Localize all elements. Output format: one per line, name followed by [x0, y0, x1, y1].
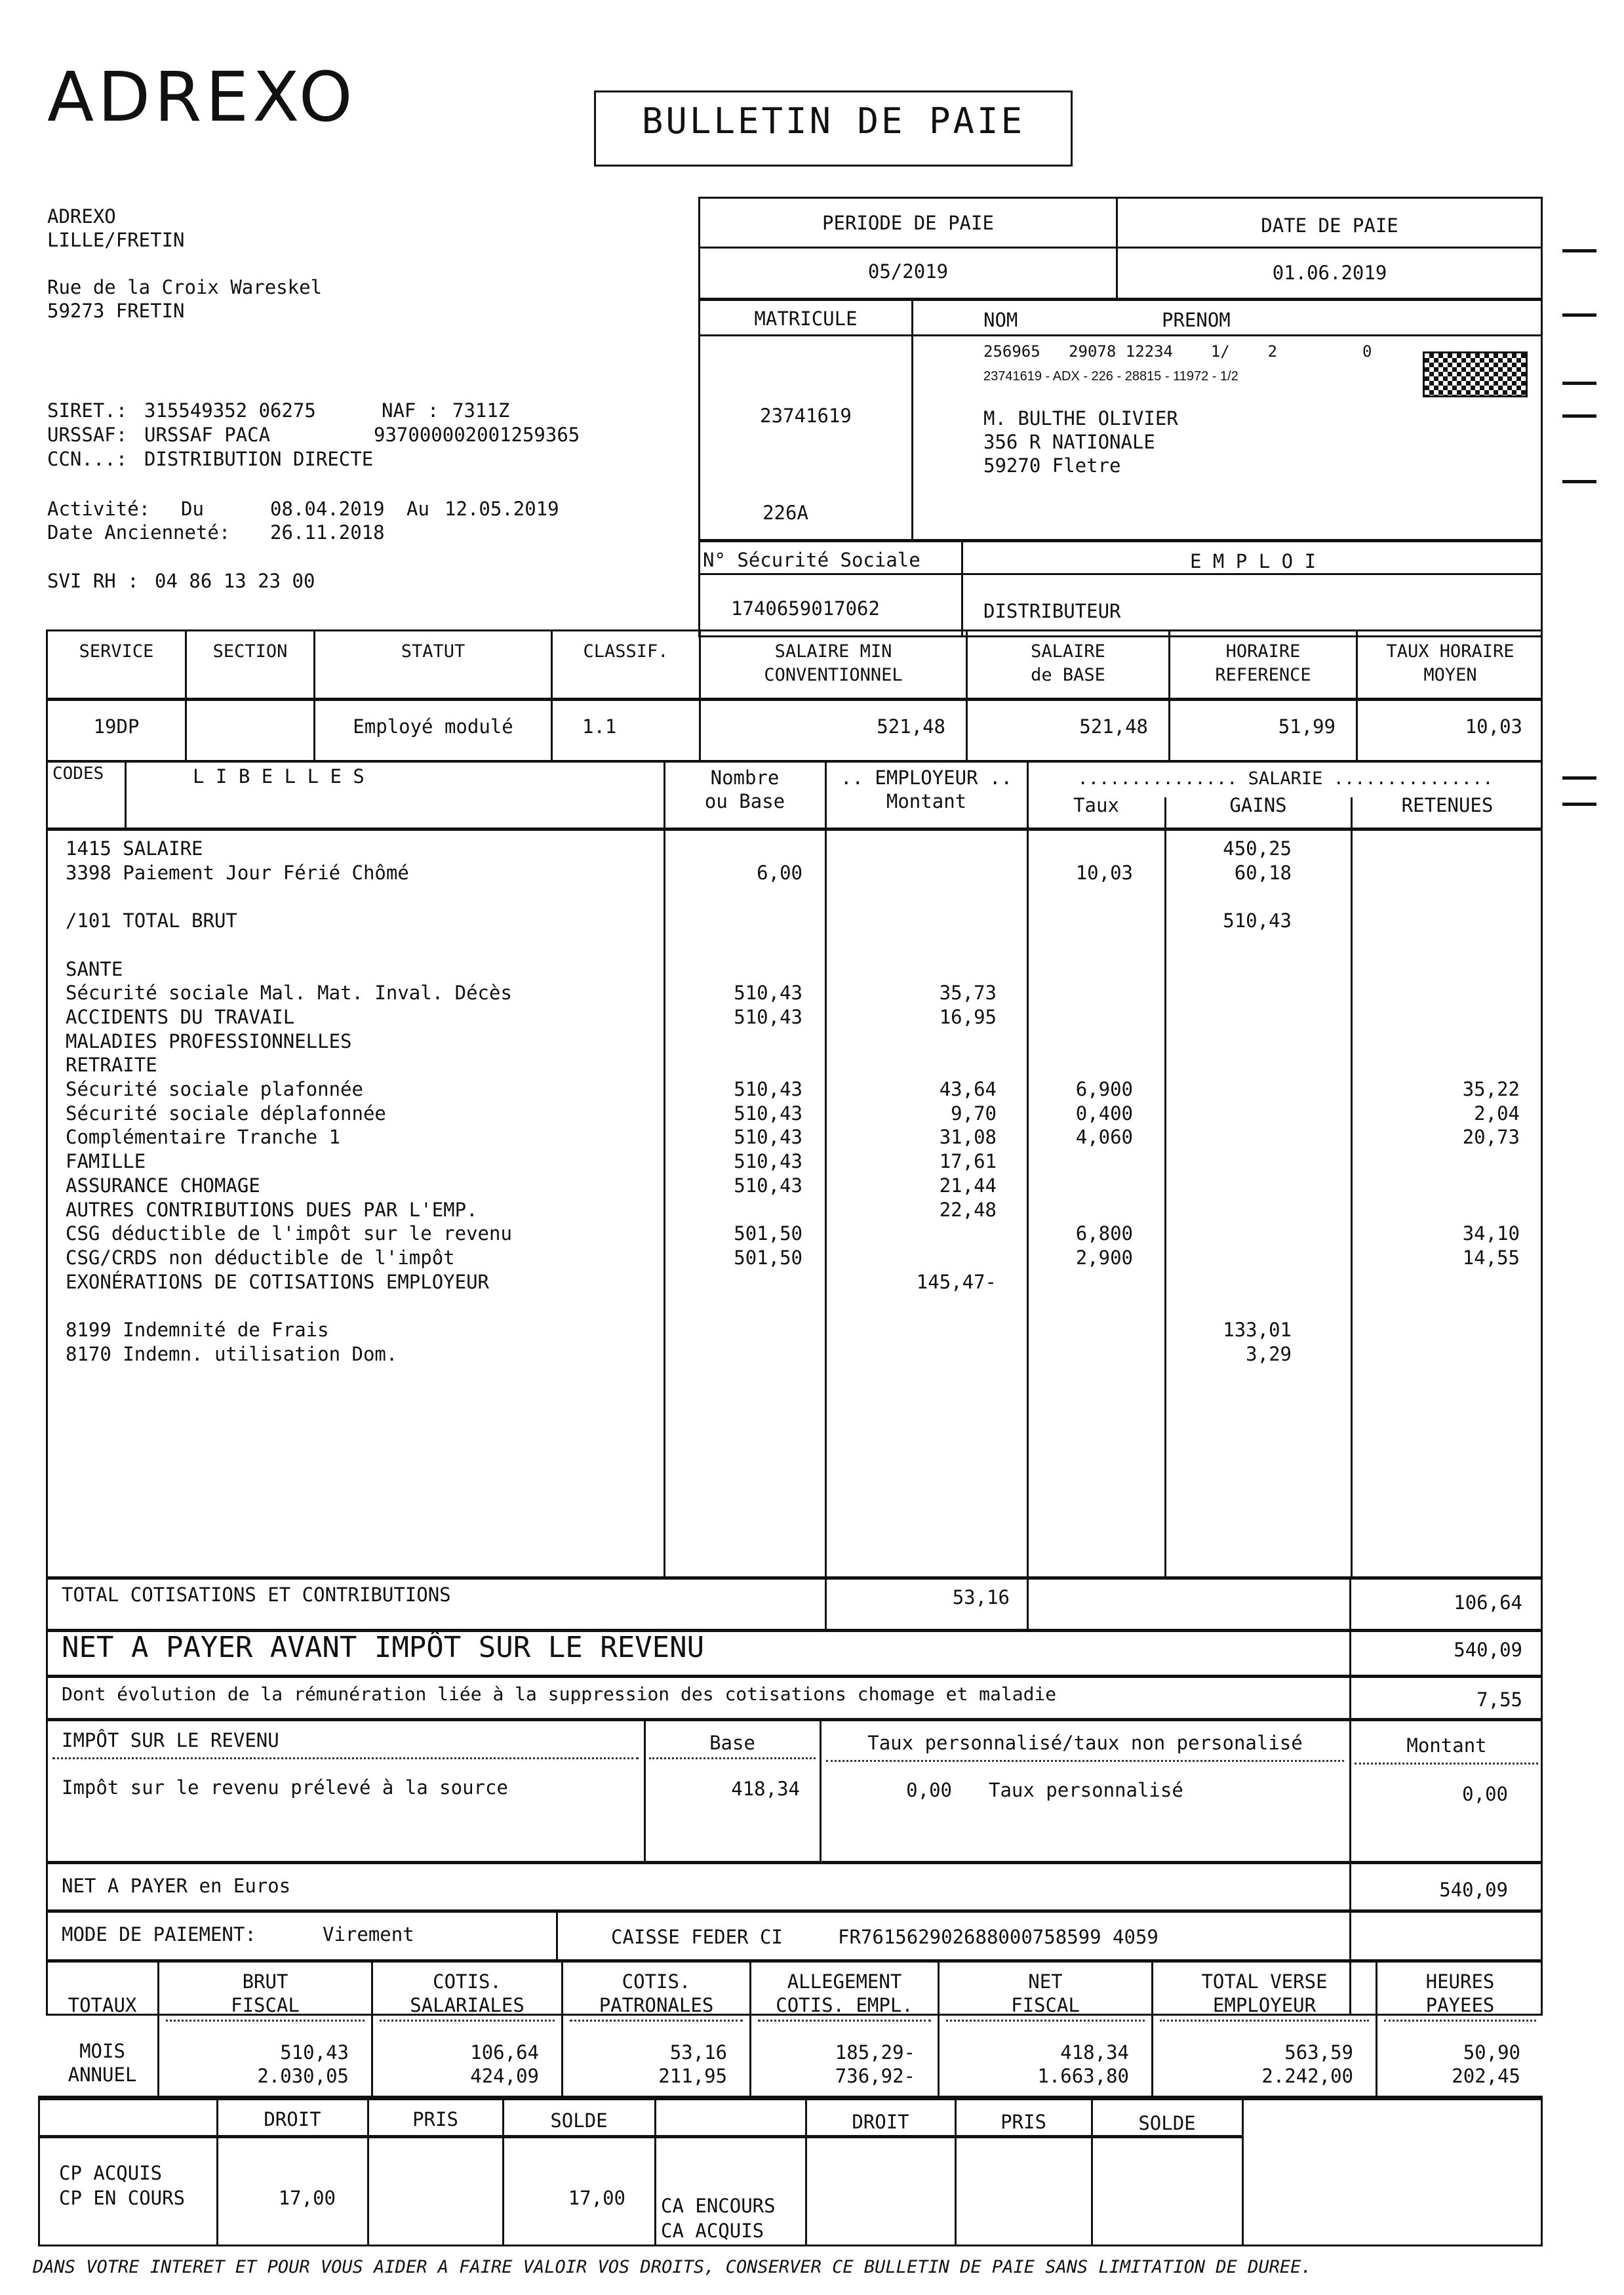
- employer-site: LILLE/FRETIN: [47, 229, 185, 251]
- company-logo: ADREXO: [47, 57, 357, 137]
- info-value-2: Employé modulé: [353, 715, 513, 738]
- ca-droit-header: DROIT: [852, 2111, 909, 2133]
- nombre-header: Nombre ou Base: [704, 767, 785, 812]
- summary-annuel-1: 424,09: [470, 2065, 539, 2087]
- activite-label: Activité:: [47, 498, 151, 520]
- total-cotis-employeur: 53,16: [952, 1586, 1010, 1608]
- line-gains: 60,18: [1234, 862, 1292, 884]
- svi-value: 04 86 13 23 00: [155, 570, 315, 592]
- summary-annuel-2: 211,95: [658, 2065, 727, 2087]
- libelles-header: L I B E L L E S: [193, 765, 365, 788]
- line-gains: 3,29: [1246, 1343, 1292, 1365]
- anciennete-value: 26.11.2018: [270, 521, 385, 544]
- summary-mois-6: 50,90: [1463, 2041, 1520, 2064]
- employee-name: M. BULTHE OLIVIER: [983, 407, 1178, 429]
- ccn-label: CCN...:: [47, 448, 128, 470]
- line-label: Sécurité sociale plafonnée: [66, 1078, 363, 1100]
- secu-label: N° Sécurité Sociale: [703, 549, 921, 571]
- ccn-value: DISTRIBUTION DIRECTE: [144, 448, 374, 470]
- summary-annuel-4: 1.663,80: [1037, 2065, 1129, 2087]
- info-header-0: SERVICE: [79, 641, 154, 662]
- line-retenues: 14,55: [1462, 1247, 1520, 1269]
- payment-mode-value: Virement: [323, 1923, 414, 1946]
- line-label: ACCIDENTS DU TRAVAIL: [66, 1006, 295, 1028]
- line-label: AUTRES CONTRIBUTIONS DUES PAR L'EMP.: [66, 1199, 478, 1221]
- employee-code: 226A: [762, 502, 808, 524]
- siret-value: 315549352 06275: [144, 399, 316, 422]
- margin-mark: [1562, 414, 1596, 418]
- employer-city: 59273 FRETIN: [47, 300, 185, 322]
- ca-pris-header: PRIS: [1000, 2111, 1046, 2133]
- line-label: 3398 Paiement Jour Férié Chômé: [66, 862, 409, 884]
- line-base: 510,43: [734, 1126, 802, 1148]
- line-label: ASSURANCE CHOMAGE: [66, 1174, 260, 1197]
- urssaf-label: URSSAF:: [47, 424, 128, 446]
- periode-label: PERIODE DE PAIE: [822, 212, 994, 234]
- line-taux: 0,400: [1075, 1102, 1133, 1125]
- line-employeur: 43,64: [939, 1078, 997, 1100]
- impot-montant-header: Montant: [1406, 1734, 1487, 1757]
- naf-label: NAF :: [382, 399, 439, 422]
- line-gains: 133,01: [1223, 1319, 1292, 1341]
- naf-value: 7311Z: [452, 399, 510, 422]
- line-employeur: 35,73: [939, 982, 997, 1004]
- ca-acquis-label: CA ACQUIS: [661, 2220, 764, 2242]
- line-label: 8199 Indemnité de Frais: [66, 1319, 329, 1341]
- line-employeur: 31,08: [939, 1126, 997, 1148]
- ca-encours-label: CA ENCOURS: [661, 2195, 776, 2217]
- prenom-label: PRENOM: [1162, 309, 1231, 331]
- total-cotis-label: TOTAL COTISATIONS ET CONTRIBUTIONS: [62, 1584, 451, 1606]
- nom-label: NOM: [983, 309, 1018, 331]
- cp-solde-value: 17,00: [568, 2187, 625, 2209]
- margin-mark: [1562, 313, 1596, 317]
- line-label: SANTE: [66, 958, 123, 980]
- line-retenues: 20,73: [1462, 1126, 1520, 1148]
- impot-row-label: Impôt sur le revenu prélevé à la source: [62, 1776, 508, 1799]
- line-retenues: 2,04: [1474, 1102, 1520, 1125]
- impot-base: 418,34: [731, 1778, 800, 1800]
- margin-mark: [1562, 382, 1596, 385]
- datamatrix-barcode-icon: [1423, 351, 1528, 397]
- impot-taux-type: Taux personnalisé: [989, 1779, 1183, 1801]
- info-header-5: SALAIRE de BASE: [1031, 641, 1105, 685]
- footer-notice: DANS VOTRE INTERET ET POUR VOUS AIDER A FAIRE VALOIR VOS DROITS, CONSERVER CE BULLETIN DE PAIE SANS LIMITATION DE DUREE.: [33, 2257, 1312, 2277]
- line-base: 6,00: [757, 862, 802, 884]
- summary-totaux-label: TOTAUX: [68, 1994, 137, 2016]
- conges-solde-header: SOLDE: [550, 2109, 608, 2132]
- line-base: 501,50: [734, 1222, 802, 1245]
- info-value-0: 19DP: [93, 715, 140, 738]
- conges-droit-header: DROIT: [264, 2108, 321, 2130]
- line-employeur: 145,47-: [916, 1271, 997, 1293]
- summary-header-3: ALLEGEMENT COTIS. EMPL.: [776, 1970, 913, 2016]
- line-label: 1415 SALAIRE: [66, 837, 203, 860]
- net-avant-impot-label: NET A PAYER AVANT IMPÔT SUR LE REVENU: [62, 1631, 705, 1664]
- bank-iban: FR761562902688000758599 4059: [838, 1926, 1159, 1948]
- cp-acquis-label: CP ACQUIS: [59, 2162, 163, 2184]
- employee-reference-code: 23741619 - ADX - 226 - 28815 - 11972 - 1/2: [983, 369, 1238, 384]
- summary-mois-label: MOIS: [79, 2040, 125, 2062]
- summary-header-2: COTIS. PATRONALES: [599, 1970, 714, 2016]
- impot-base-header: Base: [709, 1732, 755, 1754]
- gains-header: GAINS: [1229, 794, 1287, 816]
- document-title-box: [594, 90, 1073, 167]
- secu-value: 1740659017062: [731, 597, 880, 620]
- line-taux: 6,900: [1075, 1078, 1133, 1100]
- margin-mark: [1562, 480, 1596, 483]
- summary-annuel-5: 2.242,00: [1261, 2065, 1353, 2087]
- line-taux: 2,900: [1075, 1247, 1133, 1269]
- info-header-4: SALAIRE MIN CONVENTIONNEL: [764, 641, 903, 685]
- line-employeur: 17,61: [939, 1150, 997, 1172]
- line-label: Sécurité sociale Mal. Mat. Inval. Décès: [66, 982, 512, 1004]
- periode-value: 05/2019: [867, 260, 949, 283]
- line-label: CSG/CRDS non déductible de l'impôt: [66, 1247, 455, 1269]
- activite-from: 08.04.2019: [270, 498, 385, 520]
- summary-header-4: NET FISCAL: [1011, 1970, 1080, 2016]
- emploi-label: E M P L O I: [1189, 550, 1317, 572]
- info-header-2: STATUT: [401, 641, 465, 662]
- cp-droit-value: 17,00: [278, 2187, 336, 2209]
- info-value-7: 10,03: [1465, 715, 1522, 738]
- line-retenues: 35,22: [1462, 1078, 1520, 1100]
- line-label: CSG déductible de l'impôt sur le revenu: [66, 1222, 512, 1245]
- line-employeur: 16,95: [939, 1006, 997, 1028]
- anciennete-label: Date Ancienneté:: [47, 521, 231, 544]
- line-label: /101 TOTAL BRUT: [66, 909, 237, 932]
- line-base: 510,43: [734, 1150, 802, 1172]
- employer-street: Rue de la Croix Wareskel: [47, 276, 323, 298]
- line-label: FAMILLE: [66, 1150, 146, 1172]
- summary-annuel-6: 202,45: [1452, 2065, 1520, 2087]
- line-taux: 6,800: [1075, 1222, 1133, 1245]
- summary-header-1: COTIS. SALARIALES: [410, 1970, 525, 2016]
- cp-en-cours-label: CP EN COURS: [59, 2187, 186, 2209]
- margin-mark: [1562, 249, 1596, 252]
- net-payer-label: NET A PAYER en Euros: [62, 1875, 291, 1897]
- line-retenues: 34,10: [1462, 1222, 1520, 1245]
- line-base: 510,43: [734, 1174, 802, 1197]
- emploi-value: DISTRIBUTEUR: [983, 600, 1121, 622]
- summary-mois-0: 510,43: [280, 2041, 349, 2064]
- activite-to: 12.05.2019: [445, 498, 559, 520]
- info-header-1: SECTION: [212, 641, 288, 662]
- line-employeur: 9,70: [951, 1102, 997, 1125]
- summary-mois-3: 185,29-: [835, 2041, 915, 2064]
- summary-annuel-0: 2.030,05: [257, 2065, 349, 2087]
- line-label: MALADIES PROFESSIONNELLES: [66, 1030, 352, 1052]
- impot-header: IMPÔT SUR LE REVENU: [62, 1729, 279, 1751]
- line-base: 510,43: [734, 1078, 802, 1100]
- impot-taux: 0,00: [906, 1779, 952, 1801]
- impot-montant: 0,00: [1462, 1783, 1508, 1805]
- bank-name: CAISSE FEDER CI: [611, 1926, 783, 1948]
- summary-annuel-3: 736,92-: [835, 2065, 915, 2087]
- employeur-header: .. EMPLOYEUR .. Montant: [841, 767, 1012, 812]
- evolution-value: 7,55: [1476, 1688, 1522, 1711]
- employer-name: ADREXO: [47, 205, 116, 228]
- activite-du: Du: [181, 498, 204, 520]
- total-cotis-salarie: 106,64: [1454, 1591, 1522, 1614]
- taux-header: Taux: [1073, 794, 1119, 816]
- summary-header-5: TOTAL VERSE EMPLOYEUR: [1201, 1970, 1328, 2016]
- line-label: 8170 Indemn. utilisation Dom.: [66, 1343, 398, 1365]
- info-header-3: CLASSIF.: [583, 641, 669, 662]
- summary-mois-4: 418,34: [1060, 2041, 1129, 2064]
- employee-reference: 256965 29078 12234 1/ 2 0: [983, 342, 1372, 361]
- matricule-label: MATRICULE: [754, 308, 858, 330]
- margin-mark: [1562, 803, 1596, 806]
- line-base: 501,50: [734, 1247, 802, 1269]
- line-base: 510,43: [734, 982, 802, 1004]
- line-employeur: 22,48: [939, 1199, 997, 1221]
- line-employeur: 21,44: [939, 1174, 997, 1197]
- employee-address2: 59270 Fletre: [983, 454, 1121, 477]
- ca-solde-header: SOLDE: [1138, 2112, 1196, 2134]
- svi-label: SVI RH :: [47, 570, 139, 592]
- info-value-6: 51,99: [1278, 715, 1336, 738]
- line-gains: 510,43: [1223, 909, 1292, 932]
- line-taux: 10,03: [1075, 862, 1133, 884]
- info-header-7: TAUX HORAIRE MOYEN: [1386, 641, 1515, 685]
- urssaf-number: 937000002001259365: [374, 424, 580, 446]
- employee-address1: 356 R NATIONALE: [983, 431, 1155, 453]
- net-payer-value: 540,09: [1439, 1879, 1508, 1901]
- urssaf-value: URSSAF PACA: [144, 424, 271, 446]
- date-value: 01.06.2019: [1272, 262, 1387, 284]
- line-label: Complémentaire Tranche 1: [66, 1126, 341, 1148]
- document-title: BULLETIN DE PAIE: [641, 100, 1025, 142]
- summary-header-0: BRUT FISCAL: [231, 1970, 300, 2016]
- impot-taux-header: Taux personnalisé/taux non personalisé: [867, 1732, 1303, 1754]
- line-base: 510,43: [734, 1102, 802, 1125]
- net-avant-impot-value: 540,09: [1454, 1639, 1522, 1661]
- date-label: DATE DE PAIE: [1261, 214, 1398, 237]
- summary-mois-2: 53,16: [669, 2041, 727, 2064]
- summary-mois-5: 563,59: [1284, 2041, 1353, 2064]
- summary-annuel-label: ANNUEL: [68, 2064, 137, 2086]
- conges-pris-header: PRIS: [412, 2108, 458, 2130]
- info-value-3: 1.1: [582, 715, 617, 738]
- line-base: 510,43: [734, 1006, 802, 1028]
- salarie-header: ............... SALARIE ...............: [1077, 768, 1494, 789]
- line-label: Sécurité sociale déplafonnée: [66, 1102, 386, 1125]
- codes-header: CODES: [52, 764, 104, 784]
- siret-label: SIRET.:: [47, 399, 128, 422]
- line-taux: 4,060: [1075, 1126, 1133, 1148]
- margin-mark: [1562, 776, 1596, 780]
- summary-header-6: HEURES PAYEES: [1425, 1970, 1495, 2016]
- line-gains: 450,25: [1223, 837, 1292, 860]
- activite-au: Au: [406, 498, 429, 520]
- line-label: RETRAITE: [66, 1054, 157, 1076]
- line-label: EXONÉRATIONS DE COTISATIONS EMPLOYEUR: [66, 1271, 490, 1293]
- summary-mois-1: 106,64: [470, 2041, 539, 2064]
- info-value-5: 521,48: [1079, 715, 1148, 738]
- matricule-value: 23741619: [760, 405, 852, 427]
- payment-mode-label: MODE DE PAIEMENT:: [62, 1923, 256, 1946]
- info-value-4: 521,48: [877, 715, 945, 738]
- retenues-header: RETENUES: [1401, 794, 1494, 816]
- info-header-6: HORAIRE REFERENCE: [1215, 641, 1311, 685]
- evolution-label: Dont évolution de la rémunération liée à la suppression des cotisations chomage et maladie: [62, 1683, 1057, 1705]
